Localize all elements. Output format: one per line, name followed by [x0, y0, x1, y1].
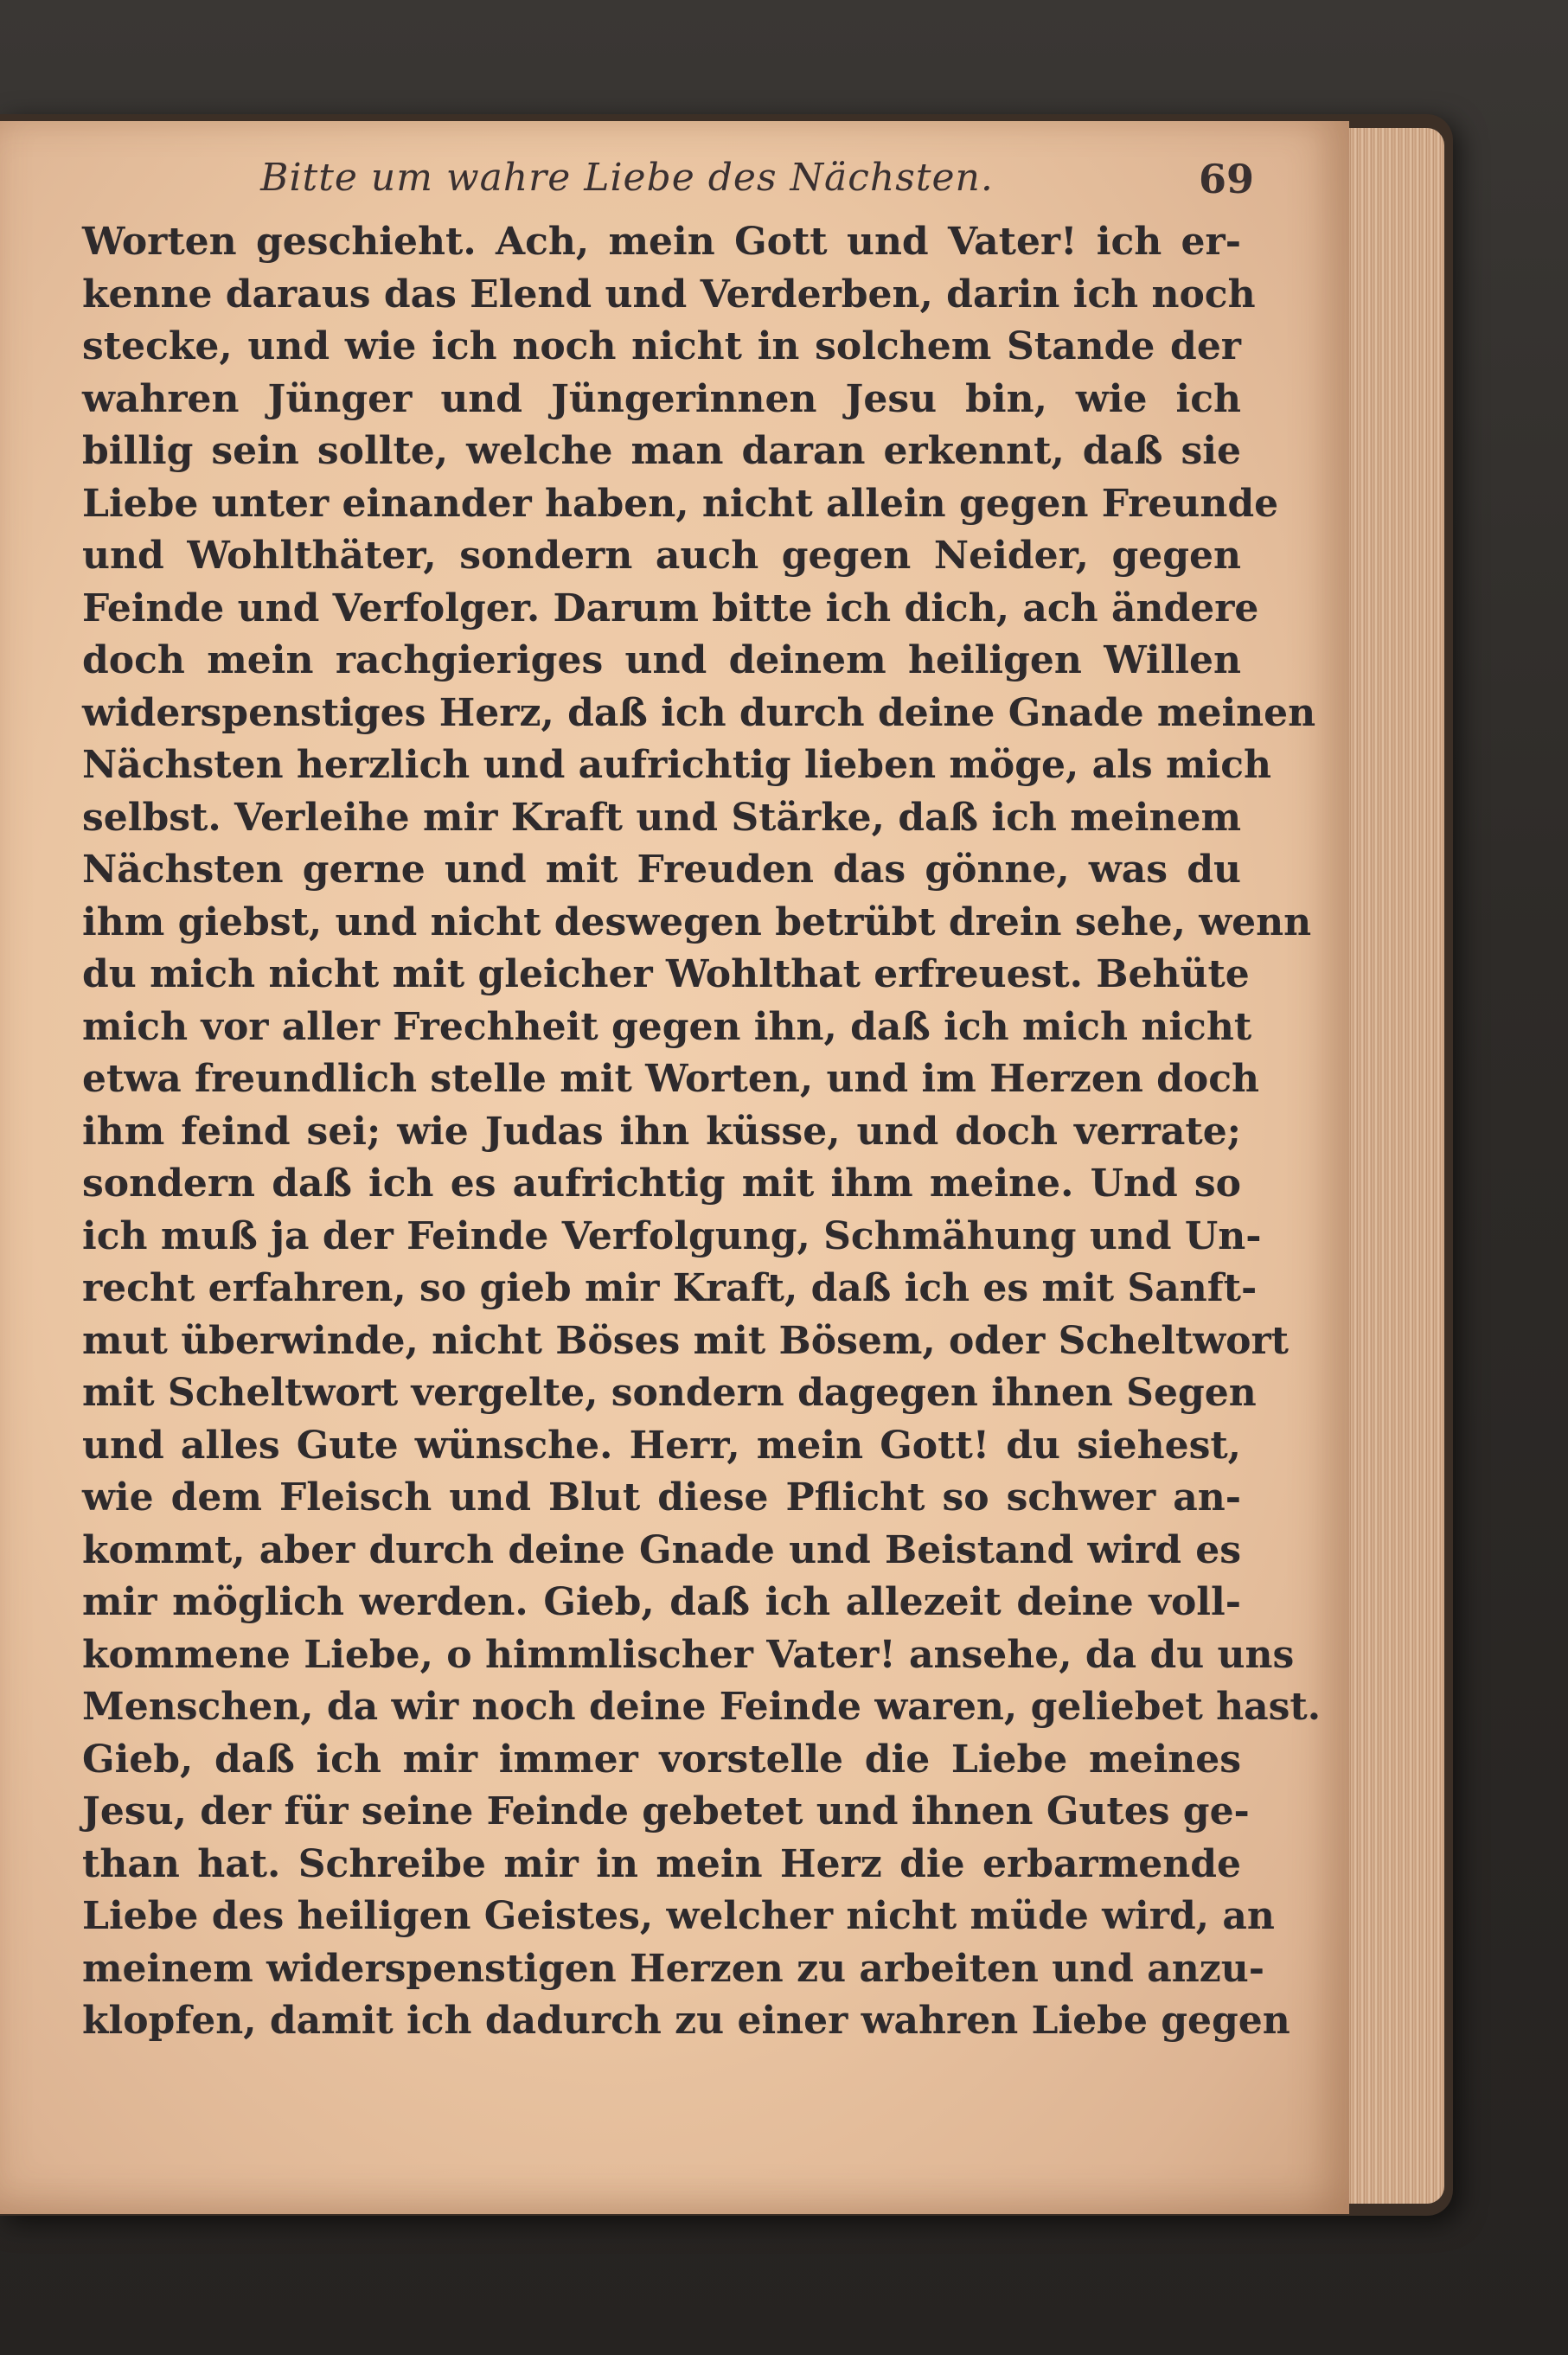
book-page: [0, 121, 1349, 2214]
text-line: selbst. Verleihe mir Kraft und Stärke, daß ich meinem: [82, 795, 1241, 840]
text-line: ihm giebst, und nicht deswegen betrübt drein sehe, wenn: [82, 899, 1312, 944]
text-line: Liebe des heiligen Geistes, welcher nicht müde wird, an: [82, 1894, 1275, 1938]
text-line: und alles Gute wünsche. Herr, mein Gott! du siehest,: [82, 1423, 1241, 1468]
text-line: sondern daß ich es aufrichtig mit ihm meine. Und so: [82, 1162, 1241, 1206]
text-line: klopfen, damit ich dadurch zu einer wahren Liebe gegen: [82, 1999, 1290, 2043]
text-line: Worten geschieht. Ach, mein Gott und Vater! ich er-: [82, 220, 1241, 264]
text-line: than hat. Schreibe mir in mein Herz die erbarmende: [82, 1841, 1241, 1886]
text-line: stecke, und wie ich noch nicht in solchem Stande der: [82, 324, 1241, 368]
text-line: widerspenstiges Herz, daß ich durch deine Gnade meinen: [82, 690, 1316, 735]
page-number: 69: [1198, 156, 1254, 202]
text-line: Liebe unter einander haben, nicht allein gegen Freunde: [82, 481, 1279, 526]
text-line: ihm feind sei; wie Judas ihn küsse, und doch verrate;: [82, 1109, 1241, 1154]
text-line: kommt, aber durch deine Gnade und Beistand wird es: [82, 1527, 1241, 1572]
body-text: [82, 216, 1322, 2048]
text-line: recht erfahren, so gieb mir Kraft, daß ich es mit Sanft-: [82, 1266, 1258, 1310]
text-line: billig sein sollte, welche man daran erkennt, daß sie: [82, 429, 1241, 473]
text-line: mir möglich werden. Gieb, daß ich allezeit deine voll-: [82, 1580, 1241, 1624]
text-line: Jesu, der für seine Feinde gebetet und ihnen Gutes ge-: [82, 1789, 1250, 1833]
text-line: wahren Jünger und Jüngerinnen Jesu bin, wie ich: [82, 376, 1241, 421]
text-line: Nächsten herzlich und aufrichtig lieben möge, als mich: [82, 743, 1272, 787]
text-line: ich muß ja der Feinde Verfolgung, Schmähung und Un-: [82, 1213, 1262, 1258]
running-title: Bitte um wahre Liebe des Nächsten.: [260, 156, 994, 200]
text-line: kommene Liebe, o himmlischer Vater! ansehe, da du uns: [82, 1632, 1295, 1677]
text-line: du mich nicht mit gleicher Wohlthat erfreuest. Behüte: [82, 952, 1250, 996]
text-line: doch mein rachgieriges und deinem heiligen Willen: [82, 638, 1241, 682]
text-line: Nächsten gerne und mit Freuden das gönne, was du: [82, 848, 1241, 892]
text-line: Menschen, da wir noch deine Feinde waren, geliebet hast.: [82, 1685, 1322, 1729]
text-line: etwa freundlich stelle mit Worten, und im Herzen doch: [82, 1057, 1260, 1101]
text-line: mut überwinde, nicht Böses mit Bösem, oder Scheltwort: [82, 1318, 1289, 1363]
text-line: und Wohlthäter, sondern auch gegen Neider, gegen: [82, 534, 1241, 578]
text-line: Feinde und Verfolger. Darum bitte ich dich, ach ändere: [82, 586, 1259, 630]
text-line: Gieb, daß ich mir immer vorstelle die Liebe meines: [82, 1737, 1241, 1782]
text-line: mich vor aller Frechheit gegen ihn, daß ich mich nicht: [82, 1004, 1252, 1049]
text-line: wie dem Fleisch und Blut diese Pflicht so schwer an-: [82, 1475, 1241, 1520]
text-line: meinem widerspenstigen Herzen zu arbeiten und anzu-: [82, 1946, 1264, 1991]
text-line: mit Scheltwort vergelte, sondern dagegen ihnen Segen: [82, 1371, 1257, 1415]
text-line: kenne daraus das Elend und Verderben, darin ich noch: [82, 272, 1256, 317]
